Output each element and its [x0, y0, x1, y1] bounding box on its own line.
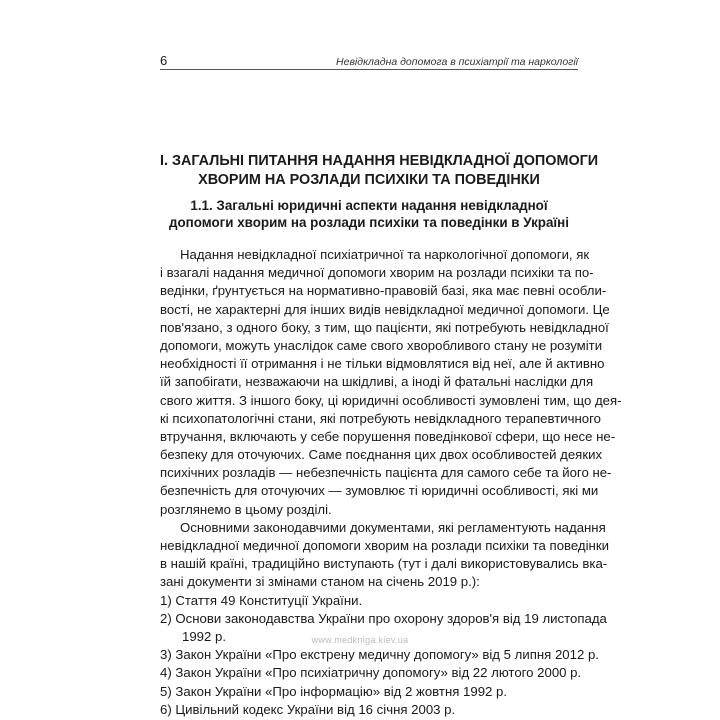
list-item — [160, 701, 578, 719]
list-item-line: 5) Закон України «Про інформацію» від 2 жовтня 1992 р. — [160, 683, 508, 699]
body-text — [160, 246, 622, 719]
watermark-url: www.medkniga.kiev.ua — [311, 635, 409, 645]
chapter-title-line: ХВОРИМ НА РОЗЛАДИ ПСИХІКИ ТА ПОВЕДІНКИ — [198, 172, 540, 188]
text-line: пов'язано, з одного боку, з тим, що пацієнти, які потребують невідкладної — [160, 319, 609, 335]
chapter-title-line: I. ЗАГАЛЬНІ ПИТАННЯ НАДАННЯ НЕВІДКЛАДНОЇ ДОПОМОГИ — [160, 153, 599, 169]
text-line: ведінки, ґрунтується на нормативно-правовій базі, яка має певні особли- — [160, 283, 607, 299]
text-line: Основними законодавчими документами, які регламентують надання — [180, 519, 606, 535]
page-number: 6 — [160, 53, 168, 68]
text-line: Надання невідкладної психіатричної та наркологічної допомоги, як — [180, 247, 590, 262]
text-line: кі психопатологічні стани, які потребують невідкладного терапевтичного — [160, 410, 601, 426]
text-line: розглянемо в цьому розділі. — [160, 501, 332, 517]
paragraph-2 — [160, 519, 609, 592]
list-item-line: 4) Закон України «Про психіатричну допомогу» від 22 лютого 2000 р. — [160, 665, 582, 681]
text-line: і взагалі надання медичної допомоги хворим на розлади психіки та по- — [160, 265, 594, 281]
text-line: їй запобігати, незважаючи на шкідливі, а іноді й фатальні наслідки для — [160, 374, 594, 390]
text-line: невідкладної медичної допомоги хворим на розлади психіки та поведінки — [160, 538, 609, 553]
text-line: свого життя. З іншого боку, ці юридичні особливості зумовлені тим, що дея- — [160, 392, 622, 408]
header-rule — [160, 69, 578, 70]
list-item — [160, 592, 578, 610]
list-item-line: 3) Закон України «Про екстрену медичну допомогу» від 5 липня 2012 р. — [160, 647, 599, 663]
list-item — [160, 646, 599, 664]
text-line: вості, не характерні для інших видів невідкладної медичної допомоги. Це — [160, 301, 610, 317]
text-line: психічних розладів — небезпечність пацієнта для самого себе та його не- — [160, 465, 612, 481]
list-item-line: 6) Цивільний кодекс України від 16 січня 2003 р. — [160, 701, 456, 717]
running-book-title: Невідкладна допомога в психіатрії та наркології — [336, 56, 578, 68]
section-title-line: допомоги хворим на розлади психіки та поведінки в Україні — [169, 215, 569, 230]
text-line: втручання, включають у себе порушення поведінкової сфери, що несе не- — [160, 428, 616, 444]
list-item-line: 1992 р. — [182, 628, 226, 644]
list-item — [160, 664, 582, 682]
list-item — [160, 683, 578, 701]
text-line: зані документи зі змінами станом на січень 2019 р.): — [160, 574, 480, 590]
section-title — [160, 197, 578, 231]
list-item-line: 1) Стаття 49 Конституції України. — [160, 592, 363, 608]
text-line: допомоги, можуть унаслідок саме свого хворобливого стану не розуміти — [160, 337, 603, 353]
text-line: безпеку для оточуючих. Саме поєднання цих двох особливостей деяких — [160, 447, 603, 463]
running-header — [160, 52, 578, 68]
legal-documents-list — [160, 592, 607, 719]
chapter-title — [160, 152, 599, 190]
section-title-line: 1.1. Загальні юридичні аспекти надання невідкладної — [190, 198, 548, 213]
list-item-line: 2) Основи законодавства України про охорону здоров'я від 19 листопада — [160, 610, 607, 626]
text-line: необхідності її отримання і не тільки відмовлятися від неї, але й активно — [160, 356, 605, 372]
text-line: в нашій країні, традиційно виступають (тут і далі використовувались вка- — [160, 556, 608, 572]
text-line: безпечність для оточуючих — зумовлює ті юридичні особливості, які ми — [160, 483, 599, 499]
paragraph-1 — [160, 246, 622, 519]
